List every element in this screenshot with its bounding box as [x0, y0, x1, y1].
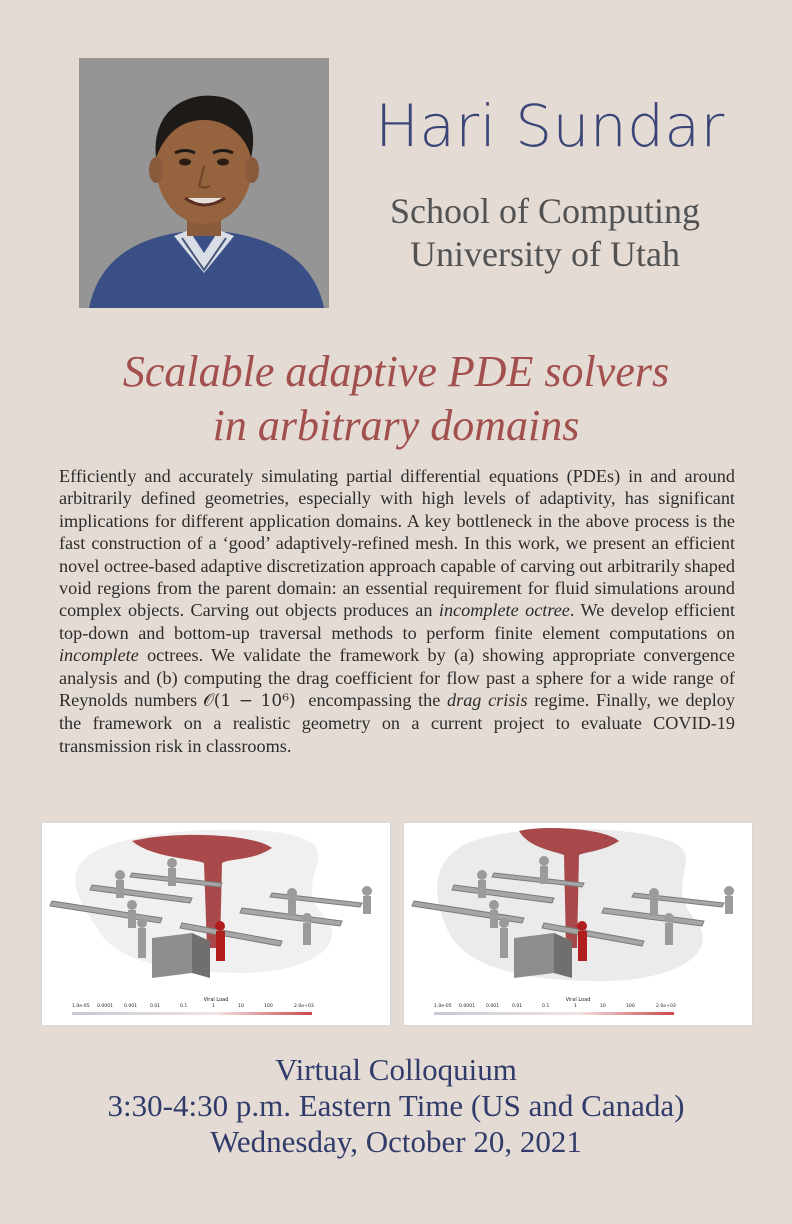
tick-label: 10 [600, 1004, 606, 1009]
tick-label: 1.0e-05 [72, 1004, 90, 1009]
tick-label: 0.0001 [97, 1004, 114, 1009]
abstract-text-2: . We develop efficient top-down and bottom-up traversal methods to perform finite element computations on [59, 600, 736, 643]
tick-label: 0.1 [542, 1004, 550, 1009]
event-time: 3:30-4:30 p.m. Eastern Time (US and Canada) [107, 1088, 685, 1123]
abstract-emphasis-incomplete-octree: incomplete octree [438, 600, 570, 621]
event-date: Wednesday, October 20, 2021 [210, 1124, 582, 1159]
simulation-figure-right [403, 822, 753, 1026]
colorbar-label: Viral Load [203, 997, 229, 1003]
tick-label: 1 [212, 1004, 215, 1009]
event-format: Virtual Colloquium [275, 1052, 517, 1087]
tick-label: 0.1 [180, 1004, 188, 1009]
tick-label: 10 [238, 1004, 244, 1009]
abstract-text-5: regime. Finally, we deploy the framework on a realistic geometry on a current project to evaluate COVID-19 transmission risk in classrooms. [59, 690, 735, 756]
abstract-emphasis-drag-crisis: drag crisis [447, 690, 528, 711]
abstract-text-1: Efficiently and accurately simulating partial differential equations (PDEs) in and around arbitrarily defined geometries, especially with high levels of adaptivity, has significant implications for different application domains. A key bottleneck in the above process is the fast construction of a ‘good’ adaptively-refined mesh. In this work, we present an efficient novel octree-based adaptive discretization approach capable of carving out arbitrarily shaped void regions from the parent domain: an essential requirement for fluid simulations around complex objects. Carving out objects produces an [59, 466, 735, 621]
colorbar-ticks [72, 1003, 314, 1009]
tick-label: 0.0001 [459, 1004, 476, 1009]
talk-title-line2: in arbitrary domains [212, 401, 580, 450]
simulation-figure-left [41, 822, 391, 1026]
tick-label: 0.01 [512, 1004, 523, 1009]
colorbar [434, 1012, 674, 1015]
speaker-affiliation [345, 190, 745, 276]
tick-label: 1.0e-05 [434, 1004, 452, 1009]
colorbar-ticks [434, 1003, 676, 1009]
talk-title-line1: Scalable adaptive PDE solvers [122, 347, 670, 396]
tick-label: 100 [264, 1004, 273, 1009]
tick-label: 0.01 [150, 1004, 161, 1009]
speaker-photo [79, 58, 329, 308]
affiliation-department: School of Computing [389, 191, 700, 231]
abstract-text-4: encompassing the [301, 690, 441, 711]
tick-label: 2.0e+03 [656, 1004, 676, 1009]
affiliation-university: University of Utah [410, 234, 680, 274]
tick-label: 0.001 [124, 1004, 138, 1009]
abstract-math-order: 𝒪(1 − 10⁶) [203, 691, 296, 712]
colorbar [72, 1012, 312, 1015]
abstract-text-3: octrees. We validate the framework by (a) showing appropriate convergence analysis and (b) computing the drag coefficient for flow past a sphere for a wide range of Reynolds numbers [59, 645, 735, 711]
abstract-emphasis-incomplete: incomplete [59, 645, 139, 666]
tick-label: 1 [574, 1004, 577, 1009]
talk-abstract [59, 465, 735, 757]
colorbar-label: Viral Load [565, 997, 591, 1003]
event-details [40, 1052, 752, 1160]
speaker-name: Hari Sundar [375, 92, 725, 160]
tick-label: 100 [626, 1004, 635, 1009]
tick-label: 2.0e+03 [294, 1004, 314, 1009]
tick-label: 0.001 [486, 1004, 500, 1009]
talk-title [40, 345, 752, 453]
